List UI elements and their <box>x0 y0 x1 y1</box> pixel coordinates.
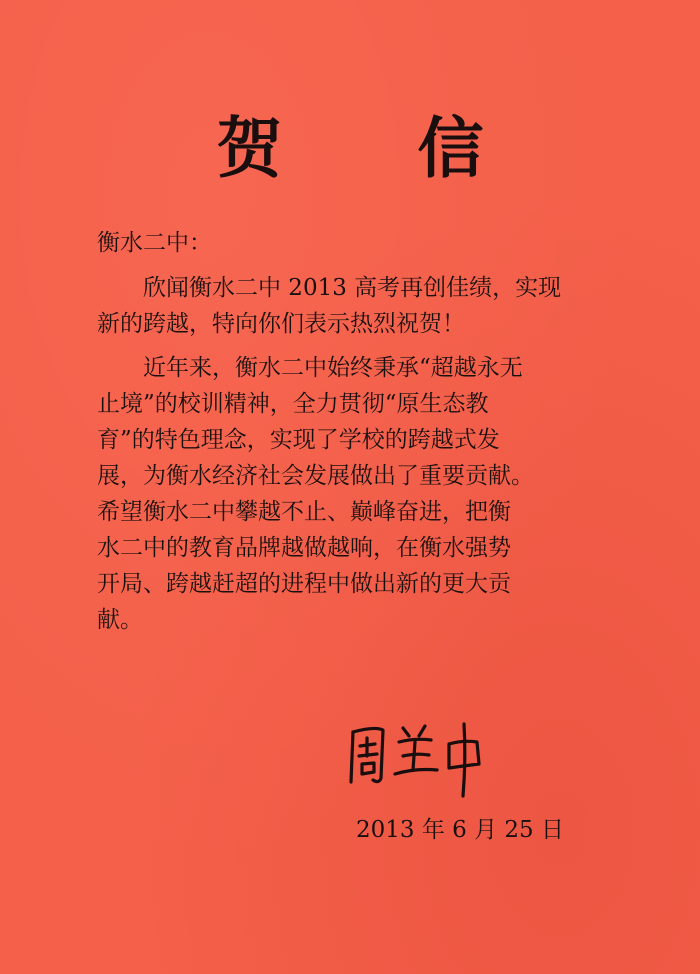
salutation: 衡水二中： <box>97 230 212 256</box>
paragraph-line: 欣闻衡水二中 2013 高考再创佳绩，实现 <box>143 275 562 301</box>
paragraph-line: 水二中的教育品牌越做越响，在衡水强势 <box>97 535 511 561</box>
paragraph-line: 开局、跨越赶超的进程中做出新的更大贡 <box>97 571 511 597</box>
letter-date: 2013 年 6 月 25 日 <box>356 817 564 843</box>
paragraph-line: 止境”的校训精神，全力贯彻“原生态教 <box>97 391 489 417</box>
paragraph-line: 育”的特色理念，实现了学校的跨越式发 <box>97 427 500 453</box>
paragraph-line: 近年来，衡水二中始终秉承“超越永无 <box>143 355 523 381</box>
paragraph-line: 希望衡水二中攀越不止、巅峰奋进，把衡 <box>97 499 511 525</box>
paragraph-line: 新的跨越，特向你们表示热烈祝贺！ <box>97 311 465 337</box>
handwritten-signature <box>345 720 495 800</box>
paragraph-line: 展，为衡水经济社会发展做出了重要贡献。 <box>97 463 534 489</box>
paragraph-2 <box>97 350 617 638</box>
paragraph-1 <box>97 270 617 342</box>
paragraph-line: 献。 <box>97 607 143 633</box>
letter-title: 贺 信 <box>216 109 540 187</box>
